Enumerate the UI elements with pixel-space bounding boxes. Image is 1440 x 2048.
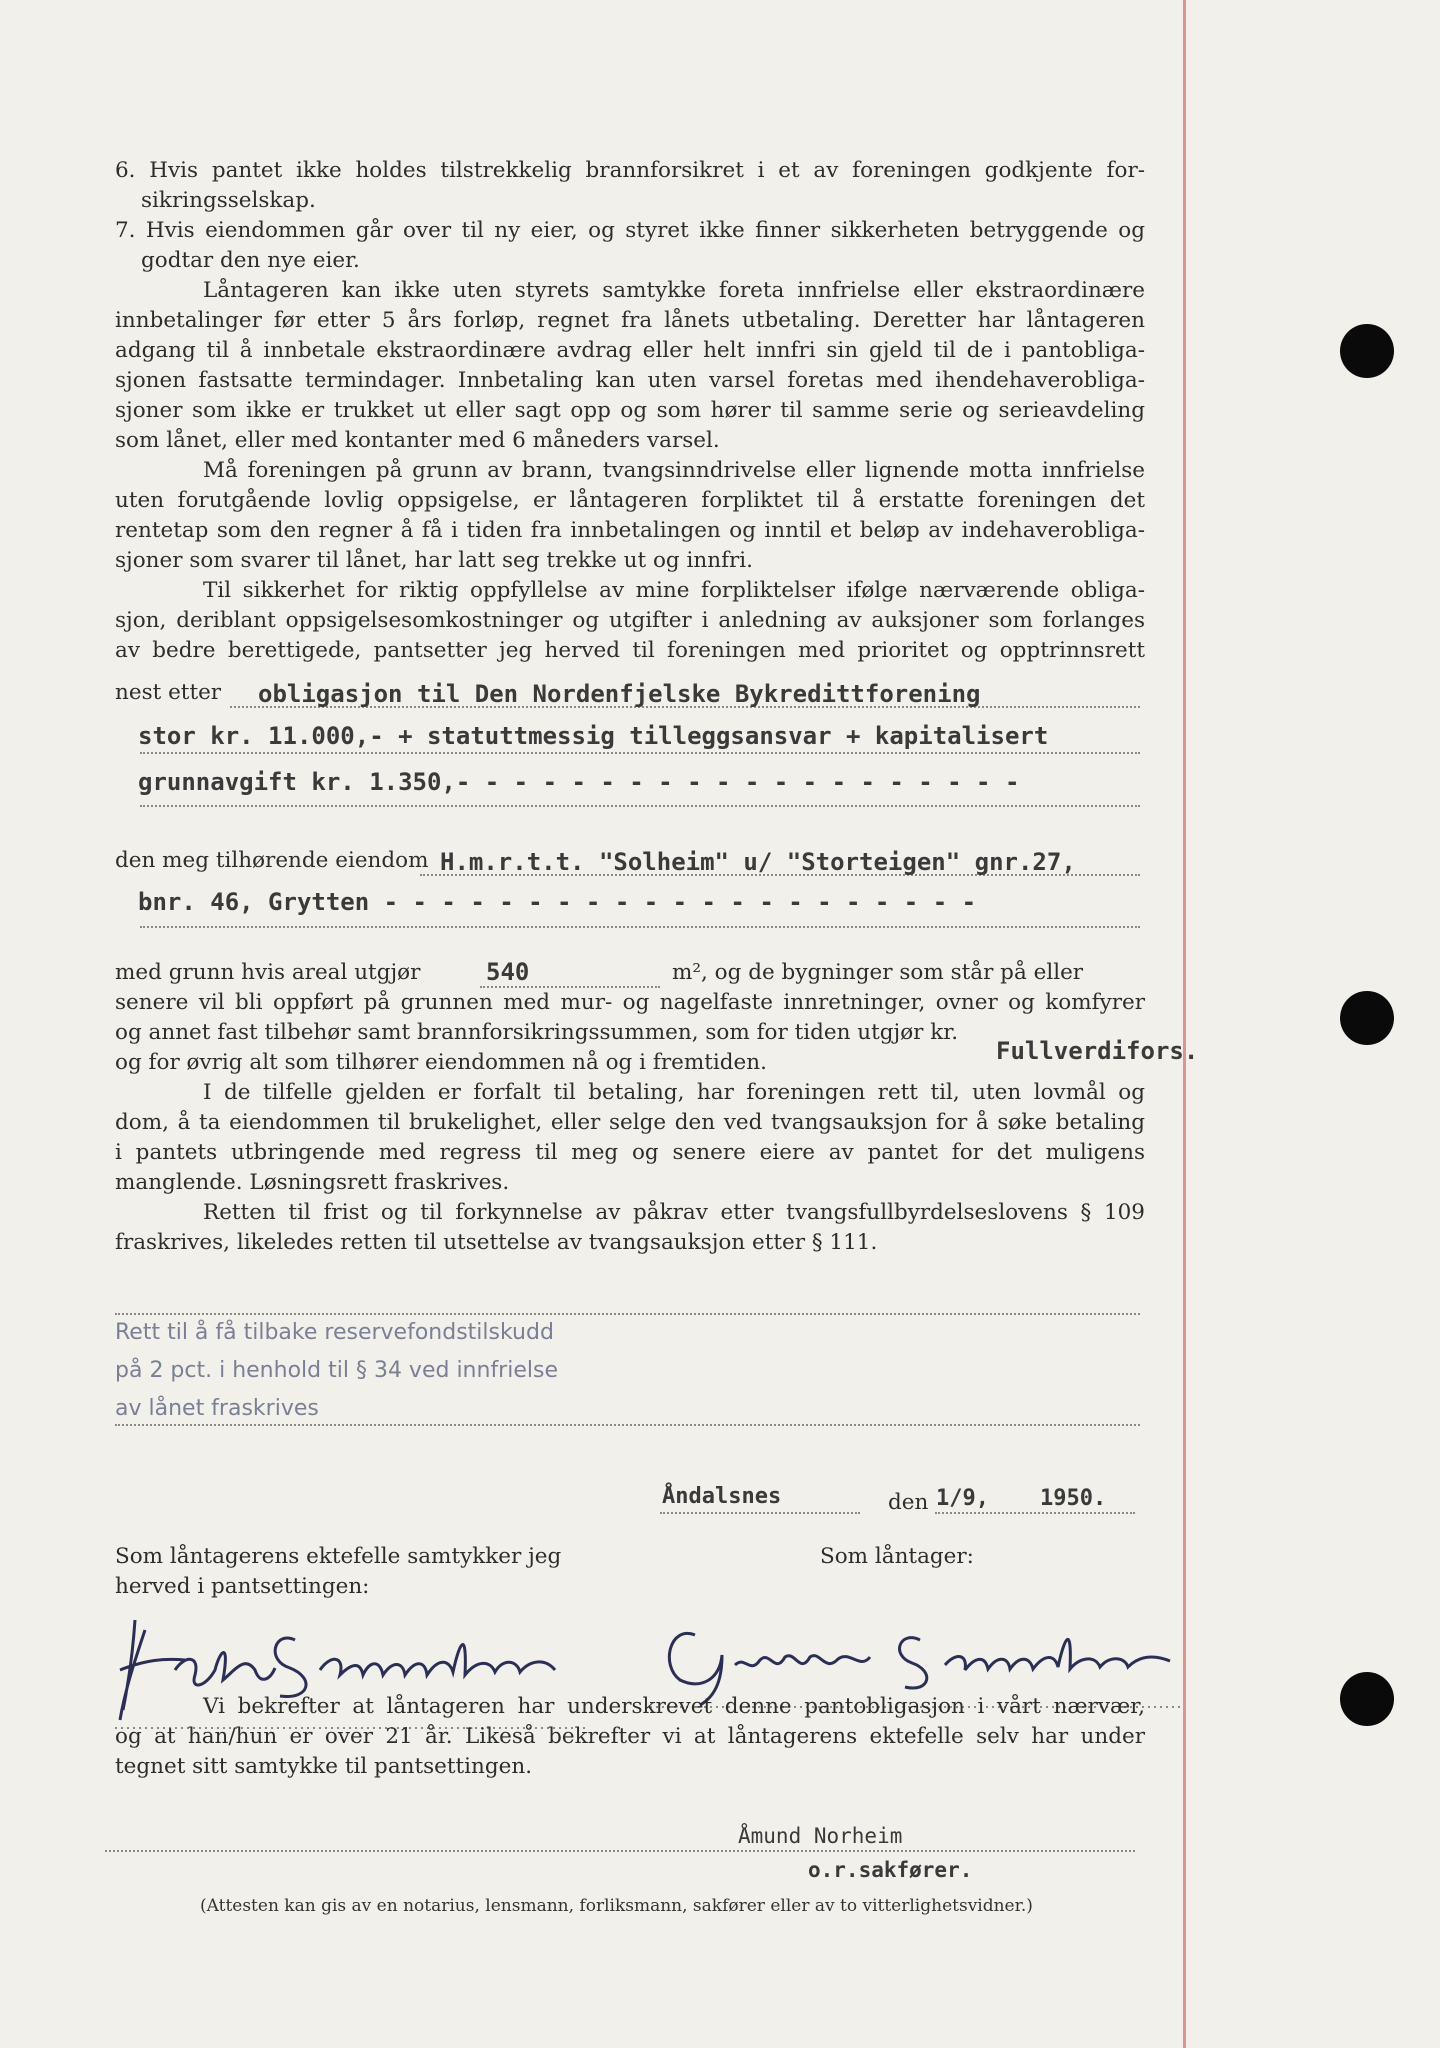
- paragraph5-line4: manglende. Løsningsrett fraskrives.: [115, 1170, 510, 1195]
- stamp-line1: Rett til å få tilbake reservefondstilskudd: [115, 1320, 554, 1345]
- nest-etter-dotted-line-3: [140, 805, 1140, 807]
- nest-etter-label: nest etter: [115, 680, 222, 705]
- paragraph1-line2: innbetalinger før etter 5 års forløp, regnet fra lånets utbetaling. Deretter har låntageren: [115, 308, 1145, 333]
- nest-etter-typed-line3: grunnavgift kr. 1.350,- - - - - - - - - - - - - - - - - - - -: [138, 768, 1020, 796]
- condition-6-line2: sikringsselskap.: [141, 188, 316, 213]
- paragraph4-line2: og annet fast tilbehør samt brannforsikringssummen, som for tiden utgjør kr.: [115, 1020, 959, 1045]
- punch-hole-top: [1340, 324, 1394, 378]
- paragraph6-line1: Retten til frist og til forkynnelse av påkrav etter tvangsfullbyrdelseslovens § 109: [203, 1200, 1145, 1225]
- areal-value: 540: [486, 958, 530, 986]
- paragraph1-line5: sjoner som ikke er trukket ut eller sagt opp og som hører til samme serie og serieavdeling: [115, 398, 1145, 423]
- paragraph5-line3: i pantets utbringende med regress til meg og senere eiere av pantet for det muligens: [115, 1140, 1145, 1165]
- condition-7-line1: 7. Hvis eiendommen går over til ny eier, og styret ikke finner sikkerheten betryggende og: [115, 218, 1145, 243]
- nest-etter-dotted-line-2: [140, 752, 1140, 754]
- paragraph3-line1: Til sikkerhet for riktig oppfyllelse av mine forpliktelser ifølge nærværende obliga-: [203, 578, 1145, 603]
- witness-title: o.r.sakfører.: [808, 1858, 973, 1882]
- paragraph1-line3: adgang til å innbetale ekstraordinære avdrag eller helt innfri sin gjeld til de i pantobliga-: [115, 338, 1145, 363]
- spouse-consent-line1: Som låntagerens ektefelle samtykker jeg: [115, 1544, 562, 1569]
- place-dotted-line: [660, 1512, 860, 1514]
- eiendom-label: den meg tilhørende eiendom: [115, 848, 429, 873]
- punch-hole-bottom: [1340, 1672, 1394, 1726]
- paragraph5-line2: dom, å ta eiendommen til brukelighet, eller selge den ved tvangsauksjon for å søke betaling: [115, 1110, 1145, 1135]
- eiendom-dotted-line-2: [140, 926, 1140, 928]
- paragraph5-line1: I de tilfelle gjelden er forfalt til betaling, har foreningen rett til, uten lovmål og: [203, 1080, 1145, 1105]
- witness-text-line3: tegnet sitt samtykke til pantsettingen.: [115, 1754, 533, 1779]
- witness-text-line2: og at han/hun er over 21 år. Likeså bekrefter vi at låntagerens ektefelle selv har under: [115, 1724, 1145, 1749]
- eiendom-typed-line1: H.m.r.t.t. "Solheim" u/ "Storteigen" gnr.27,: [440, 848, 1076, 876]
- nest-etter-typed-line2: stor kr. 11.000,- + statuttmessig tilleggsansvar + kapitalisert: [138, 722, 1049, 750]
- date-dotted-line: [935, 1512, 1135, 1514]
- paragraph3-line2: sjon, deriblant oppsigelsesomkostninger og utgifter i anledning av auksjoner som forlanges: [115, 608, 1145, 633]
- stamp-dotted-line-bottom: [115, 1424, 1140, 1426]
- stamp-line3: av lånet fraskrives: [115, 1396, 319, 1421]
- witness-text-line1: Vi bekrefter at låntageren har underskrevet denne pantobligasjon i vårt nærvær,: [203, 1694, 1145, 1719]
- stamp-dotted-line-top: [115, 1313, 1140, 1315]
- witness-name: Åmund Norheim: [738, 1824, 903, 1848]
- paragraph2-line3: rentetap som den regner å få i tiden fra innbetalingen og inntil et beløp av indehaverobliga-: [115, 518, 1145, 543]
- nest-etter-typed-line1: obligasjon til Den Nordenfjelske Bykredittforening: [258, 680, 981, 708]
- paragraph2-line4: sjoner som svarer til lånet, har latt seg trekke ut og innfri.: [115, 548, 754, 573]
- paragraph4-line3: og for øvrig alt som tilhører eiendommen nå og i fremtiden.: [115, 1050, 767, 1075]
- paragraph1-line4: sjonen fastsatte termindager. Innbetaling kan uten varsel foretas med ihendehaverobliga-: [115, 368, 1145, 393]
- punch-hole-middle: [1340, 991, 1394, 1045]
- place-value: Åndalsnes: [662, 1484, 782, 1509]
- date-year: 1950.: [1040, 1486, 1107, 1511]
- paragraph2-line2: uten forutgående lovlig oppsigelse, er låntageren forpliktet til å erstatte foreningen det: [115, 488, 1145, 513]
- paragraph6-line2: fraskrives, likeledes retten til utsettelse av tvangsauksjon etter § 111.: [115, 1230, 878, 1255]
- forsikring-value: Fullverdifors.: [996, 1037, 1199, 1065]
- paragraph1-line1: Låntageren kan ikke uten styrets samtykke foreta innfrielse eller ekstraordinære: [203, 278, 1145, 303]
- eiendom-typed-line2: bnr. 46, Grytten - - - - - - - - - - - - - - - - - - - - -: [138, 888, 977, 916]
- condition-6-line1: 6. Hvis pantet ikke holdes tilstrekkelig brannforsikret i et av foreningen godkjente for-: [115, 158, 1145, 183]
- witness-dotted-line: [105, 1850, 1135, 1852]
- red-margin-line: [1183, 0, 1186, 2048]
- spouse-consent-line2: herved i pantsettingen:: [115, 1574, 370, 1599]
- date-day-month: 1/9,: [936, 1486, 989, 1511]
- stamp-line2: på 2 pct. i henhold til § 34 ved innfrielse: [115, 1358, 558, 1383]
- footnote: (Attesten kan gis av en notarius, lensmann, forliksmann, sakfører eller av to vitterlighetsvidner.): [200, 1896, 1033, 1916]
- borrower-label: Som låntager:: [820, 1544, 974, 1569]
- paragraph2-line1: Må foreningen på grunn av brann, tvangsinndrivelse eller lignende motta innfrielse: [203, 458, 1145, 483]
- paragraph1-line6: som lånet, eller med kontanter med 6 måneders varsel.: [115, 428, 720, 453]
- condition-7-line2: godtar den nye eier.: [141, 248, 360, 273]
- areal-prefix: med grunn hvis areal utgjør: [115, 960, 421, 985]
- areal-suffix: m², og de bygninger som står på eller: [672, 960, 1084, 985]
- paragraph4-line1: senere vil bli oppført på grunnen med mur- og nagelfaste innretninger, ovner og komfyrer: [115, 990, 1145, 1015]
- date-den-label: den: [888, 1490, 929, 1515]
- paragraph3-line3: av bedre berettigede, pantsetter jeg herved til foreningen med prioritet og opptrinnsrett: [115, 638, 1145, 663]
